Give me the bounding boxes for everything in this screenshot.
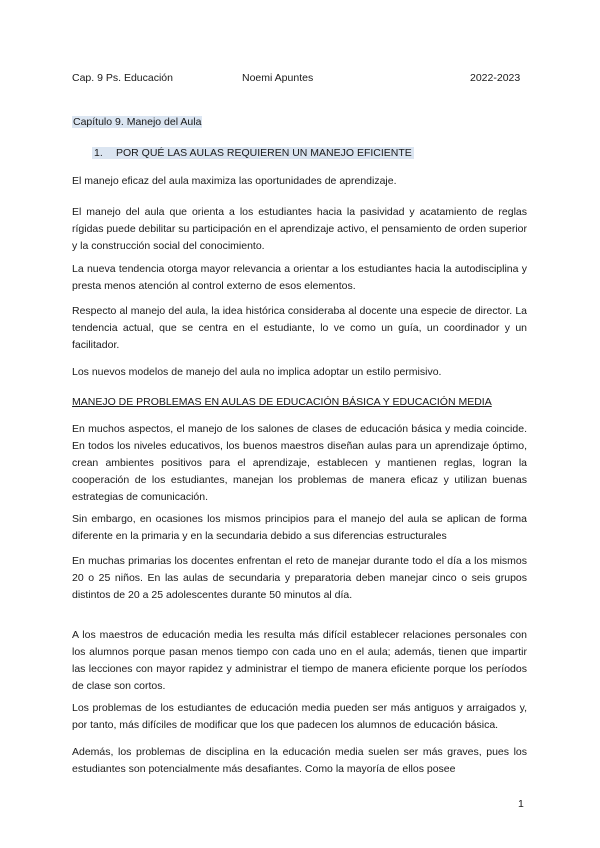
heading-number: 1. [94, 147, 103, 159]
header-right: 2022-2023 [470, 72, 521, 84]
heading-text: POR QUÉ LAS AULAS REQUIEREN UN MANEJO EFICIENTE [116, 147, 412, 159]
header-center: Noemi Apuntes [242, 72, 314, 84]
section-paragraph-3: En muchas primarias los docentes enfrentan el reto de manejar durante todo el día a los mismos 20 o 25 niños. En las aulas de secundaria y preparatoria deben manejar cinco o seis grupos distintos de 20 a 25 adolescentes durante 50 minutos al día. [72, 555, 527, 601]
paragraph-3: La nueva tendencia otorga mayor relevancia a orientar a los estudiantes hacia la autodisciplina y presta menos atención al control externo de esos elementos. [72, 263, 527, 292]
section-paragraph-5: Los problemas de los estudiantes de educación media pueden ser más antiguos y arraigados y, por tanto, más difíciles de modificar que los que padecen los alumnos de educación básica. [72, 702, 527, 731]
paragraph-2: El manejo del aula que orienta a los estudiantes hacia la pasividad y acatamiento de reglas rígidas puede debilitar su participación en el aprendizaje activo, el pensamiento de orden superior y la construcción social del conocimiento. [72, 206, 527, 252]
paragraph-4: Respecto al manejo del aula, la idea histórica consideraba al docente una especie de director. La tendencia actual, que se centra en el estudiante, lo ve como un guía, un coordinador y un facilitador. [72, 305, 527, 351]
chapter-title: Capítulo 9. Manejo del Aula [73, 116, 202, 128]
section-heading-2: MANEJO DE PROBLEMAS EN AULAS DE EDUCACIÓN BÁSICA Y EDUCACIÓN MEDIA [72, 396, 492, 408]
header-left: Cap. 9 Ps. Educación [72, 72, 173, 84]
section-paragraph-1: En muchos aspectos, el manejo de los salones de clases de educación básica y media coincide. En todos los niveles educativos, los buenos maestros diseñan aulas para un aprendizaje óptimo, crean ambientes positivos para el aprendizaje, establecen y mantienen reglas, logran la cooperación de los estudiantes, manejan los problemas de manera eficaz y utilizan buenas estrategias de comunicación. [72, 423, 527, 503]
page-number: 1 [518, 798, 524, 810]
section-heading-1 [92, 147, 414, 159]
section-paragraph-6: Además, los problemas de disciplina en la educación media suelen ser más graves, pues los estudiantes son potencialmente más desafiantes. Como la mayoría de ellos posee [72, 746, 527, 775]
section-paragraph-4: A los maestros de educación media les resulta más difícil establecer relaciones personales con los alumnos porque pasan menos tiempo con cada uno en el aula; además, tienen que impartir las lecciones con mayor rapidez y administrar el tiempo de manera eficiente porque los períodos de clase son cortos. [72, 629, 527, 692]
paragraph-1: El manejo eficaz del aula maximiza las oportunidades de aprendizaje. [72, 175, 397, 187]
section-paragraph-2: Sin embargo, en ocasiones los mismos principios para el manejo del aula se aplican de forma diferente en la primaria y en la secundaria debido a sus diferencias estructurales [72, 513, 527, 542]
paragraph-5: Los nuevos modelos de manejo del aula no implica adoptar un estilo permisivo. [72, 366, 442, 378]
